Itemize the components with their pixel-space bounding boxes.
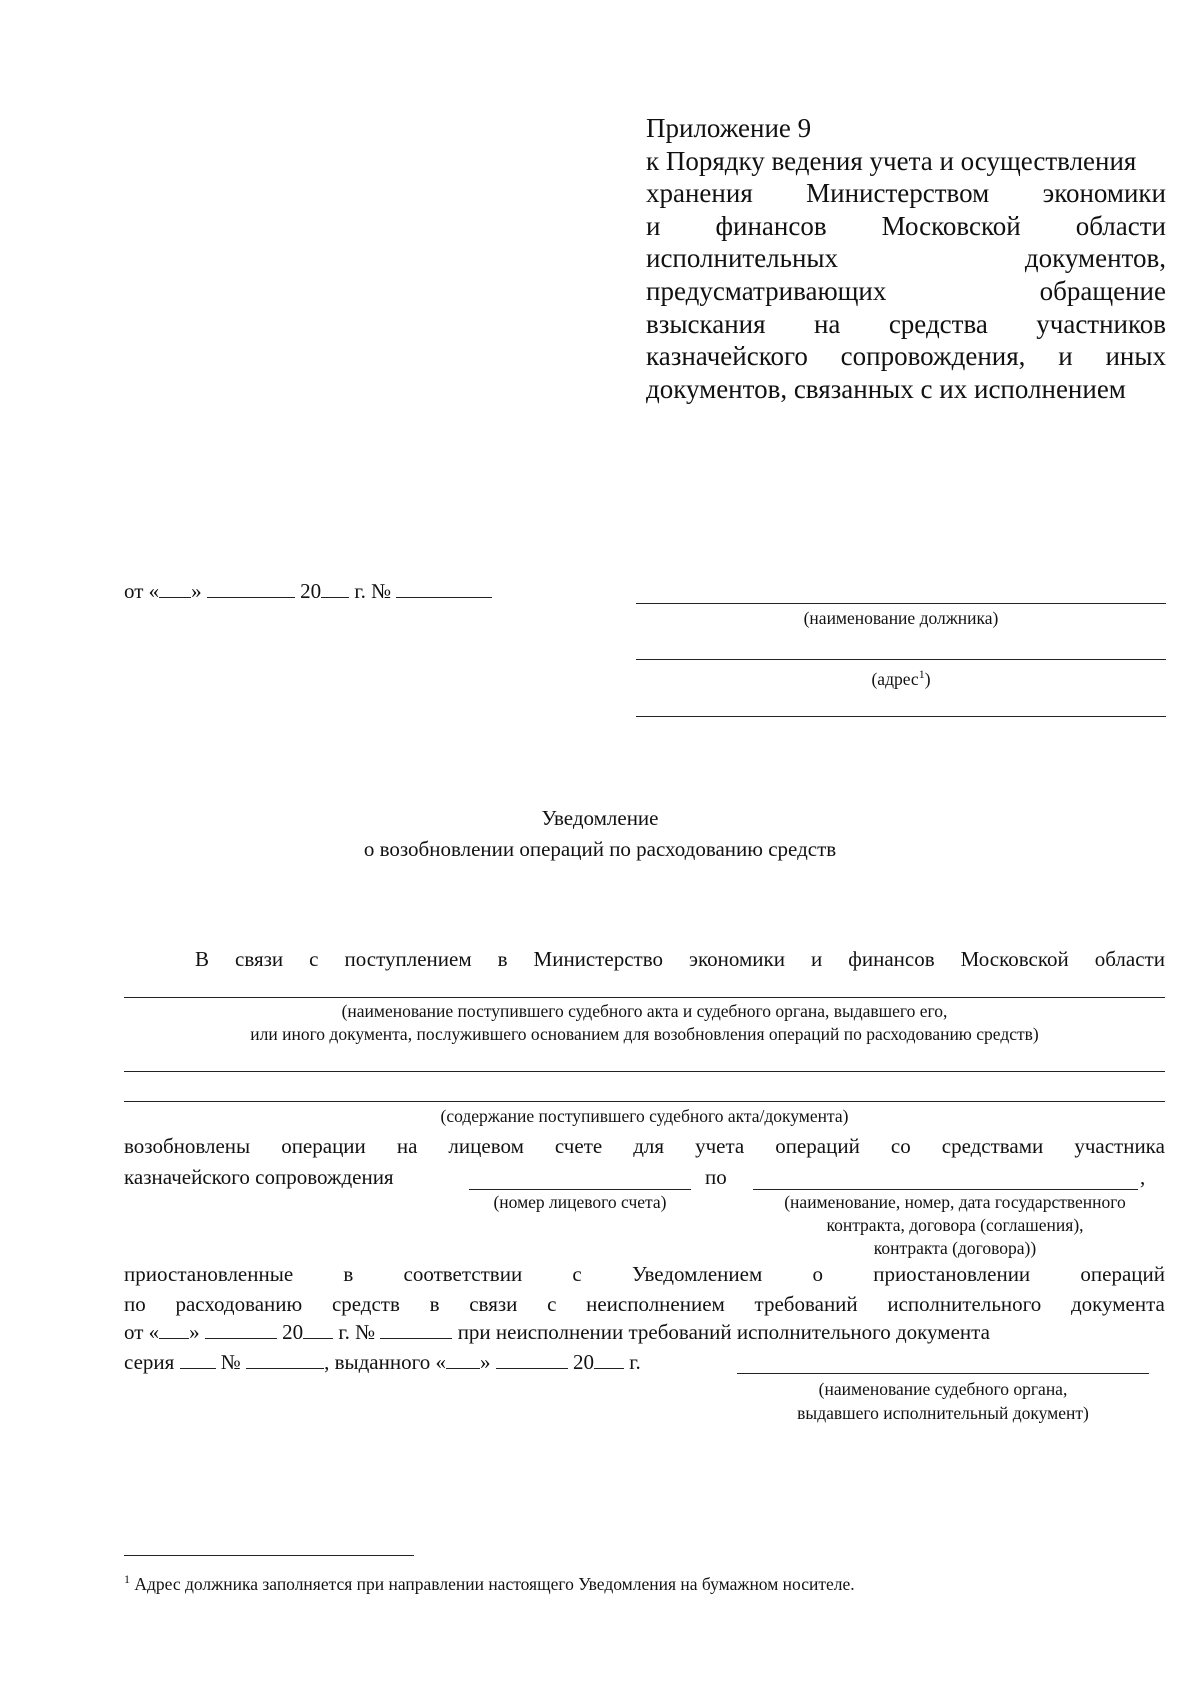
word: возобновлены — [124, 1134, 251, 1158]
debtor-name-line[interactable] — [636, 603, 1166, 604]
appendix-line-5: исполнительных документов, — [646, 243, 1166, 274]
close-quote: » — [191, 579, 202, 603]
word: с — [309, 947, 319, 971]
word: в — [343, 1262, 354, 1286]
word: связи — [469, 1292, 518, 1316]
account-caption: (номер лицевого счета) — [493, 1192, 667, 1212]
word: Министерство — [533, 947, 664, 971]
from-month-field[interactable] — [205, 1320, 277, 1339]
word: Московской — [960, 947, 1069, 971]
word: в — [429, 1292, 440, 1316]
year-field[interactable] — [321, 579, 349, 598]
appendix-header — [646, 112, 1166, 405]
issued-day-field[interactable] — [446, 1350, 480, 1369]
appendix-line-4: и финансов Московской области — [646, 210, 1166, 241]
address-line[interactable] — [636, 659, 1166, 660]
from-day-field[interactable] — [159, 1320, 189, 1339]
word: операций — [1080, 1262, 1165, 1286]
footnote — [124, 1568, 855, 1595]
content-caption: (содержание поступившего судебного акта/документа) — [440, 1106, 849, 1126]
word: с — [547, 1292, 557, 1316]
resumed-line — [124, 1133, 1165, 1159]
po-label: по — [705, 1165, 727, 1189]
issued-year-field[interactable] — [594, 1350, 624, 1369]
from-number-field[interactable] — [380, 1320, 452, 1339]
word: соответствии — [403, 1262, 523, 1286]
word: средств — [331, 1292, 400, 1316]
number-field[interactable] — [396, 579, 492, 598]
issued-month-field[interactable] — [496, 1350, 568, 1369]
word: средствами — [941, 1134, 1044, 1158]
series-number-field[interactable] — [246, 1350, 324, 1369]
word: Уведомлением — [631, 1262, 763, 1286]
document-title: Уведомление — [541, 806, 659, 830]
word: в — [497, 947, 508, 971]
appendix-line-2: к Порядку ведения учета и осуществления — [646, 145, 1137, 176]
word: участника — [1074, 1134, 1165, 1158]
word: расходованию — [175, 1292, 303, 1316]
word: приостановлении — [873, 1262, 1031, 1286]
contract-caption-3: контракта (договора)) — [873, 1238, 1037, 1258]
treasury-label: казначейского сопровождения — [124, 1165, 394, 1189]
intro-line — [195, 946, 1165, 972]
footnote-separator — [124, 1555, 414, 1556]
word: о — [812, 1262, 823, 1286]
address-caption: (адрес$^1$) — [871, 667, 931, 689]
appendix-line-3: хранения Министерством экономики — [646, 178, 1166, 209]
word: документа — [1070, 1292, 1165, 1316]
word: операций — [775, 1134, 860, 1158]
word: области — [1094, 947, 1165, 971]
month-field[interactable] — [207, 579, 295, 598]
word: для — [633, 1134, 665, 1158]
year-prefix: 20 — [300, 579, 322, 603]
series-line: серия № , выданного « » 20 г. — [124, 1350, 641, 1374]
number-label: г. № — [354, 579, 392, 603]
series-field[interactable] — [180, 1350, 216, 1369]
word: лицевом — [448, 1134, 524, 1158]
word: со — [890, 1134, 911, 1158]
contract-caption-2: контракта, договора (соглашения), — [826, 1215, 1084, 1235]
appendix-number: Приложение 9 — [646, 113, 812, 143]
appendix-line-7: взыскания на средства участников — [646, 308, 1166, 339]
word: и — [810, 947, 823, 971]
word: операции — [281, 1134, 366, 1158]
word: учета — [695, 1134, 745, 1158]
word: приостановленные — [124, 1262, 294, 1286]
day-field[interactable] — [159, 579, 191, 598]
appendix-line-6: предусматривающих обращение — [646, 275, 1166, 306]
court-caption-1: (наименование судебного органа, — [818, 1379, 1068, 1399]
word: с — [572, 1262, 582, 1286]
word: неисполнением — [586, 1292, 725, 1316]
appendix-line-9: документов, связанных с их исполнением — [646, 373, 1126, 404]
footnote-text: Адрес должника заполняется при направлении настоящего Уведомления на бумажном носителе. — [134, 1573, 855, 1594]
act-caption-1: (наименование поступившего судебного акта и судебного органа, выдавшего его, — [341, 1001, 948, 1021]
word: на — [396, 1134, 418, 1158]
document-subtitle: о возобновлении операций по расходованию средств — [363, 837, 837, 861]
word: В — [195, 947, 210, 971]
word: требований — [754, 1292, 858, 1316]
word: исполнительного — [887, 1292, 1042, 1316]
court-name-line[interactable] — [737, 1373, 1149, 1374]
court-caption-2: выдавшего исполнительный документ) — [797, 1403, 1089, 1423]
date-from-label: от « — [124, 579, 160, 603]
appendix-line-8: казначейского сопровождения, и иных — [646, 341, 1166, 372]
word: счете — [554, 1134, 603, 1158]
suspended-line — [124, 1261, 1165, 1287]
from-line: от « » 20 г. № при неисполнении требований исполнительного документа — [124, 1320, 990, 1344]
word: финансов — [848, 947, 935, 971]
word: связи — [235, 947, 284, 971]
from-year-field[interactable] — [303, 1320, 333, 1339]
act-content-line-2[interactable] — [124, 1101, 1165, 1102]
act-content-line-1[interactable] — [124, 1071, 1165, 1072]
date-number-line — [124, 579, 492, 603]
debtor-caption: (наименование должника) — [803, 608, 999, 628]
address-line-2[interactable] — [636, 716, 1166, 717]
act-name-line[interactable] — [124, 997, 1165, 998]
spending-line — [124, 1291, 1165, 1317]
comma: , — [1140, 1165, 1146, 1189]
act-caption-2: или иного документа, послужившего основанием для возобновления операций по расходованию средств) — [250, 1024, 1039, 1044]
word: экономики — [689, 947, 785, 971]
word: по — [124, 1292, 146, 1316]
footnote-mark: 1 — [124, 1572, 130, 1586]
word: поступлением — [344, 947, 472, 971]
contract-caption-1: (наименование, номер, дата государственного — [784, 1192, 1126, 1212]
